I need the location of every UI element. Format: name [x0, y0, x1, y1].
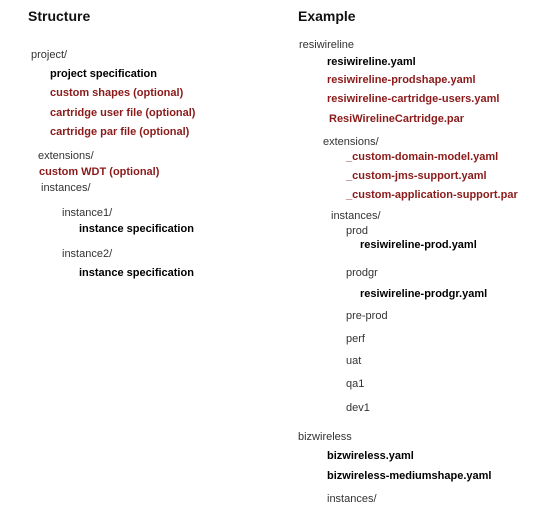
instance2-folder-label: instance2/ [62, 248, 113, 260]
instance1-folder-label: instance1/ [62, 207, 113, 219]
resiwireline-yaml-label: resiwireline.yaml [327, 56, 416, 68]
perf-folder-label: perf [346, 333, 365, 345]
resiwireline-cartridge-users-label: resiwireline-cartridge-users.yaml [327, 93, 500, 105]
custom-application-support-label: _custom-application-support.par [346, 189, 518, 201]
qa1-folder-label: qa1 [346, 378, 365, 390]
resiwireline-prod-yaml-label: resiwireline-prod.yaml [360, 239, 477, 251]
dev1-folder-label: dev1 [346, 402, 370, 414]
example-extensions-folder-label: extensions/ [323, 136, 379, 148]
bizwireless-folder-label: bizwireless [298, 431, 352, 443]
bizwireless-yaml-label: bizwireless.yaml [327, 450, 414, 462]
custom-shapes-label: custom shapes (optional) [50, 87, 184, 99]
instances-folder-label: instances/ [41, 182, 91, 194]
cartridge-par-file-label: cartridge par file (optional) [50, 126, 190, 138]
resiwireline-cartridge-par-label: ResiWirelineCartridge.par [329, 113, 464, 125]
project-specification-label: project specification [50, 68, 157, 80]
extensions-folder-label: extensions/ [38, 150, 94, 162]
instance1-specification-label: instance specification [79, 223, 194, 235]
structure-heading: Structure [28, 8, 91, 24]
custom-jms-support-label: _custom-jms-support.yaml [346, 170, 487, 182]
resiwireline-prodshape-label: resiwireline-prodshape.yaml [327, 74, 476, 86]
resiwireline-prodgr-yaml-label: resiwireline-prodgr.yaml [360, 288, 488, 300]
prod-folder-label: prod [346, 225, 369, 237]
project-folder-label: project/ [31, 49, 68, 61]
uat-folder-label: uat [346, 355, 362, 367]
cartridge-user-file-label: cartridge user file (optional) [50, 107, 196, 119]
example-heading: Example [298, 8, 356, 24]
bizwireless-instances-folder-label: instances/ [327, 493, 377, 505]
resiwireline-folder-label: resiwireline [299, 39, 355, 51]
custom-wdt-label: custom WDT (optional) [39, 166, 160, 178]
example-instances-folder-label: instances/ [331, 210, 381, 222]
custom-domain-model-label: _custom-domain-model.yaml [346, 151, 499, 163]
prodgr-folder-label: prodgr [346, 267, 378, 279]
pre-prod-folder-label: pre-prod [346, 310, 388, 322]
bizwireless-mediumshape-label: bizwireless-mediumshape.yaml [327, 470, 492, 482]
instance2-specification-label: instance specification [79, 267, 194, 279]
